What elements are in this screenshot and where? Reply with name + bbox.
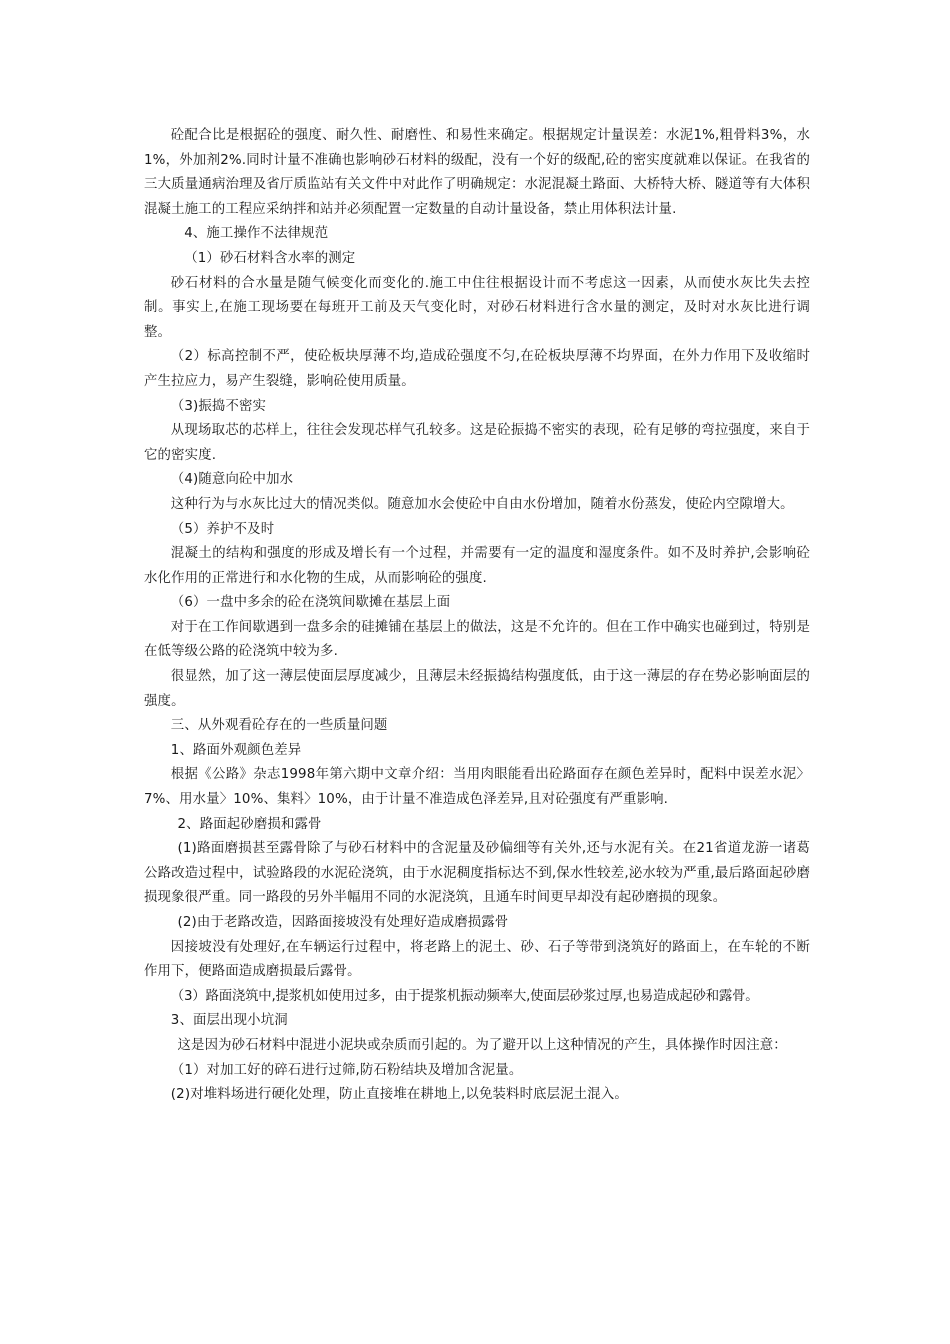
heading-sanding-wear: 2、路面起砂磨损和露骨 <box>177 816 322 832</box>
subheading-curing: （5）养护不及时 <box>170 521 275 537</box>
paragraph-adding-water: 这种行为与水灰比过大的情况类似。随意加水会使砼中自由水份增加，随着水份蒸发，使砼内空隙增大。 <box>170 496 794 512</box>
heading-construction-operation: 4、施工操作不法律规范 <box>184 226 329 242</box>
subheading-vibration: （3)振捣不密实 <box>170 398 267 414</box>
paragraph-sanding-wear-2: (2)由于老路改造，因路面接坡没有处理好造成磨损露骨 <box>177 915 509 930</box>
paragraph-surplus-concrete: 对于在工作间歇遇到一盘多余的硅摊铺在基层上的做法，这是不允许的。但在工作中确实也碰到过，特别是在低等级公路的砼浇筑中较为多. <box>144 619 810 660</box>
paragraph-slope-joint: 因接坡没有处理好,在车辆运行过程中，将老路上的泥土、砂、石子等带到浇筑好的路面上，在车轮的不断作用下，便路面造成磨损最后露骨。 <box>144 939 810 980</box>
subheading-adding-water: （4)随意向砼中加水 <box>170 472 294 488</box>
paragraph-moisture-content: 砂石材料的合水量是随气候变化而变化的.施工中住往根据设计而不考虑这一因素，从而使水灰比失去控制。事实上,在施工现场要在每班开工前及天气变化时，对砂石材料进行含水量的测定，及时对水灰比进行调整。 <box>144 275 810 340</box>
paragraph-thin-layer: 很显然，加了这一薄层使面层厚度减少，且薄层未经振捣结构强度低，由于这一薄层的存在势必影响面层的强度。 <box>144 669 810 709</box>
heading-color-difference: 1、路面外观颜色差异 <box>170 742 302 758</box>
paragraph-mix-ratio: 砼配合比是根据砼的强度、耐久性、耐磨性、和易性来确定。根据规定计量误差：水泥1%,粗骨料3%，水1%，外加剂2%.同时计量不准确也影响砂石材料的级配，没有一个好的级配,砼的密实度就难以保证。在我省的三大质量通病治理及省厅质监站有关文件中对此作了明确规定：水泥混凝土路面、大桥特大桥、隧道等有大体积混凝土施工的工程应采纳拌和站并必须配置一定数量的自动计量设备，禁止用体积法计量. <box>144 128 810 217</box>
document-body <box>144 124 810 1108</box>
heading-small-pits: 3、面层出现小坑洞 <box>170 1013 288 1029</box>
section-heading-appearance: 三、从外观看砼存在的一些质量问题 <box>170 718 388 734</box>
paragraph-slurry-machine: （3）路面浇筑中,提浆机如使用过多，由于提浆机振动频率大,使面层砂浆过厚,也易造成起砂和露骨。 <box>170 988 759 1004</box>
paragraph-vibration: 从现场取芯的芯样上，往往会发现芯样气孔较多。这是砼振捣不密实的表现，砼有足够的弯拉强度，来自于它的密实度. <box>144 423 810 463</box>
paragraph-sanding-wear-1: (1)路面磨损甚至露骨除了与砂石材料中的含泥量及砂偏细等有关外,还与水泥有关。在21省道龙游一诸葛公路改造过程中，试验路段的水泥砼浇筑，由于水泥稠度指标达不到,保水性较差,泌水较为严重,最后路面起砂磨损现象很严重。同一路段的另外半幅用不同的水泥浇筑，且通车时间更早却没有起砂磨损的现象。 <box>144 841 810 906</box>
paragraph-color-difference: 根据《公路》杂志1998年第六期中文章介绍：当用肉眼能看出砼路面存在颜色差异时，配料中误差水泥〉7%、用水量〉10%、集料〉10%，由于计量不准造成色泽差异,且对砼强度有严重影响. <box>144 767 810 808</box>
paragraph-small-pits: 这是因为砂石材料中混进小泥块或杂质而引起的。为了避开以上这种情况的产生，具体操作时因注意： <box>177 1037 787 1053</box>
list-item-hardening: (2)对堆料场进行硬化处理，防止直接堆在耕地上,以免装料时底层泥土混入。 <box>170 1087 628 1103</box>
list-item-screening: （1）对加工好的碎石进行过筛,防石粉结块及增加含泥量。 <box>170 1062 523 1078</box>
paragraph-curing: 混凝土的结构和强度的形成及增长有一个过程，并需要有一定的温度和湿度条件。如不及时养护,会影响砼水化作用的正常进行和水化物的生成，从而影响砼的强度. <box>144 546 810 586</box>
subheading-surplus-concrete: （6）一盘中多余的砼在浇筑间歇摊在基层上面 <box>170 595 451 611</box>
paragraph-elevation-control: （2）标高控制不严，使砼板块厚薄不均,造成砼强度不匀,在砼板块厚薄不均界面，在外力作用下及收缩时产生拉应力，易产生裂缝，影响砼使用质量。 <box>144 349 810 389</box>
subheading-moisture-content: （1）砂石材料含水率的测定 <box>184 250 356 266</box>
